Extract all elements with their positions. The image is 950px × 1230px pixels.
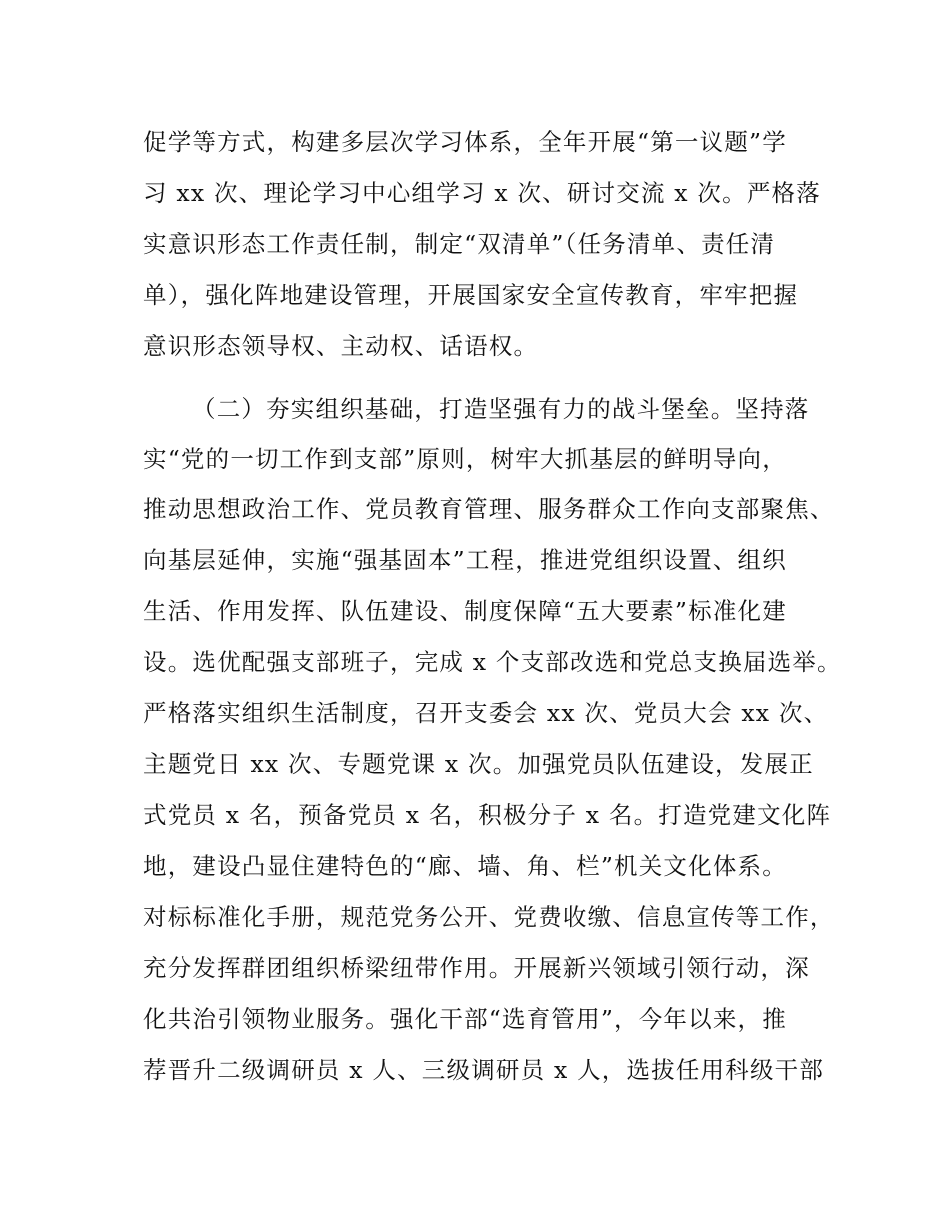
paragraph-line: 主题党日 xx 次、专题党课 x 次。加强党员队伍建设，发展正 bbox=[143, 750, 814, 778]
paragraph-line: 向基层延伸，实施“强基固本”工程，推进党组织设置、组织 bbox=[143, 546, 787, 574]
paragraph-line: 意识形态领导权、主动权、话语权。 bbox=[143, 332, 539, 360]
paragraph-line: 习 xx 次、理论学习中心组学习 x 次、研讨交流 x 次。严格落 bbox=[143, 179, 821, 207]
paragraph-line: 单），强化阵地建设管理，开展国家安全宣传教育，牢牢把握 bbox=[143, 281, 799, 309]
paragraph-line: 地，建设凸显住建特色的“廊、墙、角、栏”机关文化体系。 bbox=[143, 852, 787, 880]
paragraph-line: 设。选优配强支部班子，完成 x 个支部改选和党总支换届选举。 bbox=[143, 648, 842, 676]
paragraph-line: 充分发挥群团组织桥梁纽带作用。开展新兴领域引领行动，深 bbox=[143, 954, 810, 982]
paragraph-line: 化共治引领物业服务。强化干部“选育管用”，今年以来，推 bbox=[143, 1005, 787, 1033]
paragraph-line: 推动思想政治工作、党员教育管理、服务群众工作向支部聚焦、 bbox=[143, 495, 835, 523]
paragraph-line: 实“党的一切工作到支部”原则，树牢大抓基层的鲜明导向， bbox=[143, 445, 787, 473]
paragraph-line: 促学等方式，构建多层次学习体系，全年开展“第一议题”学 bbox=[143, 128, 787, 156]
paragraph-line: 严格落实组织生活制度，召开支委会 xx 次、党员大会 xx 次、 bbox=[143, 699, 829, 727]
paragraph-line: 荐晋升二级调研员 x 人、三级调研员 x 人，选拔任用科级干部 bbox=[143, 1056, 825, 1084]
paragraph-line: 式党员 x 名，预备党员 x 名，积极分子 x 名。打造党建文化阵 bbox=[143, 801, 832, 829]
paragraph-line: 对标标准化手册，规范党务公开、党费收缴、信息宣传等工作， bbox=[143, 903, 835, 931]
paragraph-line: 生活、作用发挥、队伍建设、制度保障“五大要素”标准化建 bbox=[143, 597, 787, 625]
section-heading-line: （二）夯实组织基础，打造坚强有力的战斗堡垒。坚持落 bbox=[192, 395, 810, 423]
paragraph-line: 实意识形态工作责任制，制定“双清单”（任务清单、责任清 bbox=[143, 230, 776, 258]
